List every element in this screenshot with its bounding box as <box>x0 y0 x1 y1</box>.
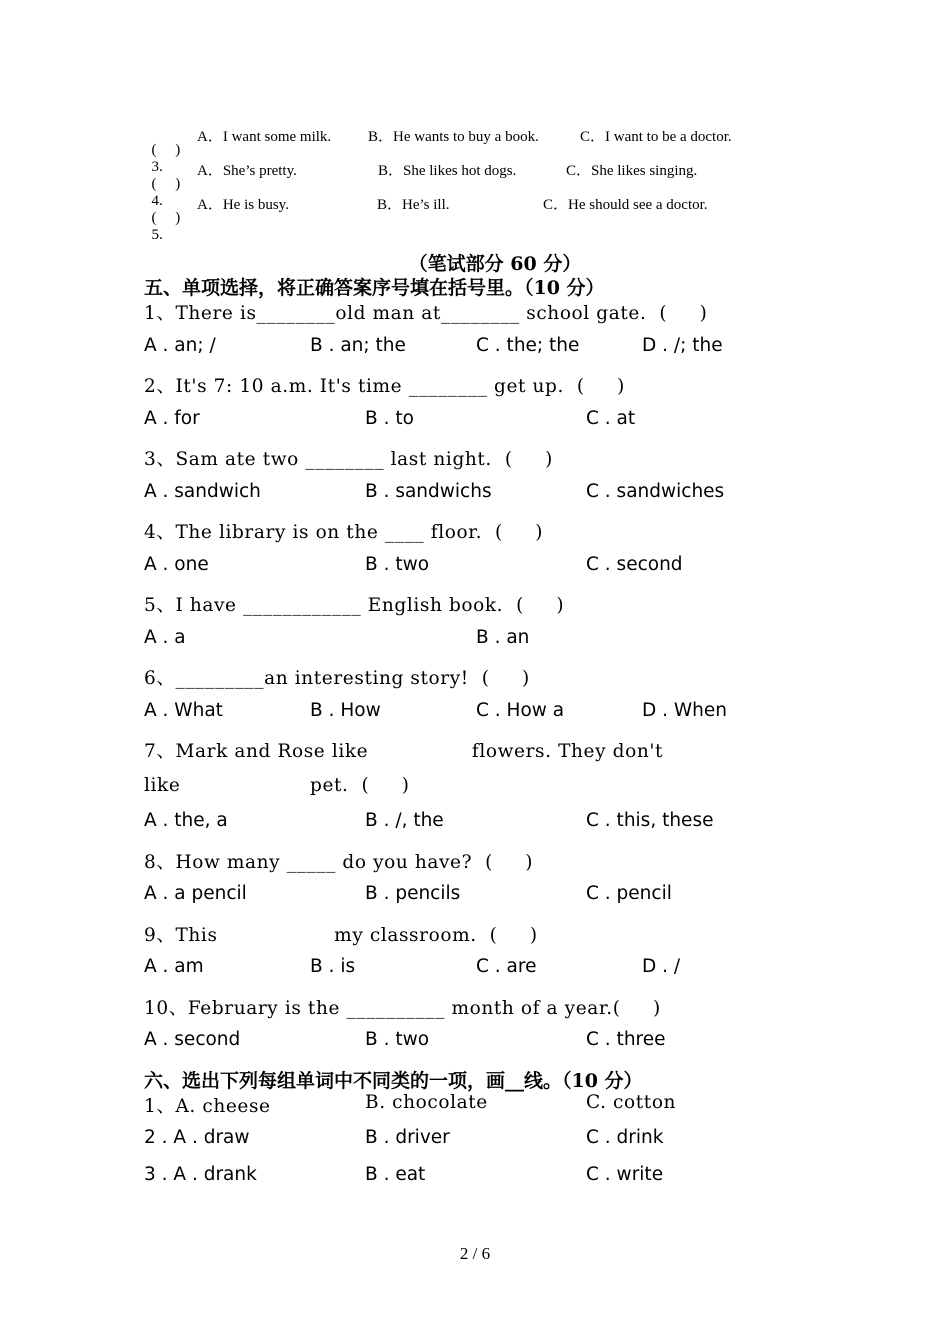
word-group-1-a: 1、A. cheese <box>144 1096 271 1117</box>
question-7-line1: 7、Mark and Rose like flowers. They don't <box>144 741 664 762</box>
option-b: B．He’s ill. <box>377 197 450 213</box>
question-7-line2: like pet. ( ) <box>144 775 410 796</box>
option-d: D . When <box>642 700 728 721</box>
option-c: C．She likes singing. <box>566 163 698 179</box>
word-group-2-a: 2 . A . draw <box>144 1127 250 1148</box>
word-group-3-a: 3 . A . drank <box>144 1164 257 1185</box>
option-c: C . this, these <box>586 810 714 831</box>
option-c: C . are <box>476 956 537 977</box>
item-number: 4. <box>151 193 163 209</box>
option-b: B . sandwichs <box>365 481 492 502</box>
option-a: A . What <box>144 700 223 721</box>
option-a: A . am <box>144 956 204 977</box>
option-d: D . / <box>642 956 681 977</box>
option-c: C．I want to be a doctor. <box>580 129 732 145</box>
question-4: 4、The library is on the ____ floor. ( ) <box>144 522 544 543</box>
question-10: 10、February is the __________ month of a year.( ) <box>144 998 661 1019</box>
option-a: A . the, a <box>144 810 228 831</box>
answer-blank[interactable]: ( ) <box>151 210 181 226</box>
option-a: A . an; / <box>144 335 216 356</box>
option-b: B . an; the <box>310 335 406 356</box>
option-b: B . pencils <box>365 883 461 904</box>
section5-title: 五、单项选择，将正确答案序号填在括号里。（10 分） <box>144 277 605 299</box>
option-b: B．She likes hot dogs. <box>378 163 517 179</box>
answer-blank[interactable]: ( ) <box>151 176 181 192</box>
option-b: B . an <box>476 627 530 648</box>
option-b: B . is <box>310 956 356 977</box>
option-b: B．He wants to buy a book. <box>368 129 539 145</box>
answer-blank[interactable]: ( ) <box>151 142 181 158</box>
option-b: B . /, the <box>365 810 444 831</box>
option-a: A . for <box>144 408 200 429</box>
option-d: D . /; the <box>642 335 723 356</box>
question-1: 1、There is________old man at________ school gate. ( ) <box>144 303 708 324</box>
option-a: A . second <box>144 1029 241 1050</box>
option-a: A . a <box>144 627 186 648</box>
option-a: A . one <box>144 554 209 575</box>
option-c: C . pencil <box>586 883 672 904</box>
option-c: C . second <box>586 554 683 575</box>
section6-title: 六、选出下列每组单词中不同类的一项，画__线。（10 分） <box>144 1070 643 1092</box>
option-b: B . two <box>365 1029 430 1050</box>
word-group-1-c: C. cotton <box>586 1092 677 1113</box>
listening-item-5 <box>144 193 180 244</box>
word-group-3-c: C . write <box>586 1164 664 1185</box>
word-group-2-b: B . driver <box>365 1127 450 1148</box>
question-9: 9、This my classroom. ( ) <box>144 925 538 946</box>
option-a: A．She’s pretty. <box>197 163 297 179</box>
option-c: C . sandwiches <box>586 481 725 502</box>
question-5: 5、I have ____________ English book. ( ) <box>144 595 565 616</box>
option-a: A . sandwich <box>144 481 261 502</box>
question-8: 8、How many _____ do you have? ( ) <box>144 852 534 873</box>
option-c: C . at <box>586 408 636 429</box>
option-c: C．He should see a doctor. <box>543 197 708 213</box>
item-number: 5. <box>151 227 163 243</box>
written-part-title: （笔试部分 60 分） <box>408 253 582 275</box>
option-a: A . a pencil <box>144 883 247 904</box>
item-number: 3. <box>151 159 163 175</box>
option-b: B . to <box>365 408 414 429</box>
option-b: B . How <box>310 700 381 721</box>
option-b: B . two <box>365 554 430 575</box>
word-group-2-c: C . drink <box>586 1127 664 1148</box>
option-c: C . three <box>586 1029 666 1050</box>
page-number: 2 / 6 <box>459 1244 491 1263</box>
question-6: 6、_________an interesting story! ( ) <box>144 668 530 689</box>
option-c: C . the; the <box>476 335 580 356</box>
word-group-1-b: B. chocolate <box>365 1092 488 1113</box>
option-c: C . How a <box>476 700 565 721</box>
question-3: 3、Sam ate two ________ last night. ( ) <box>144 449 553 470</box>
question-2: 2、It's 7: 10 a.m. It's time ________ get up. ( ) <box>144 376 625 397</box>
word-group-3-b: B . eat <box>365 1164 426 1185</box>
option-a: A．I want some milk. <box>197 129 332 145</box>
option-a: A．He is busy. <box>197 197 289 213</box>
